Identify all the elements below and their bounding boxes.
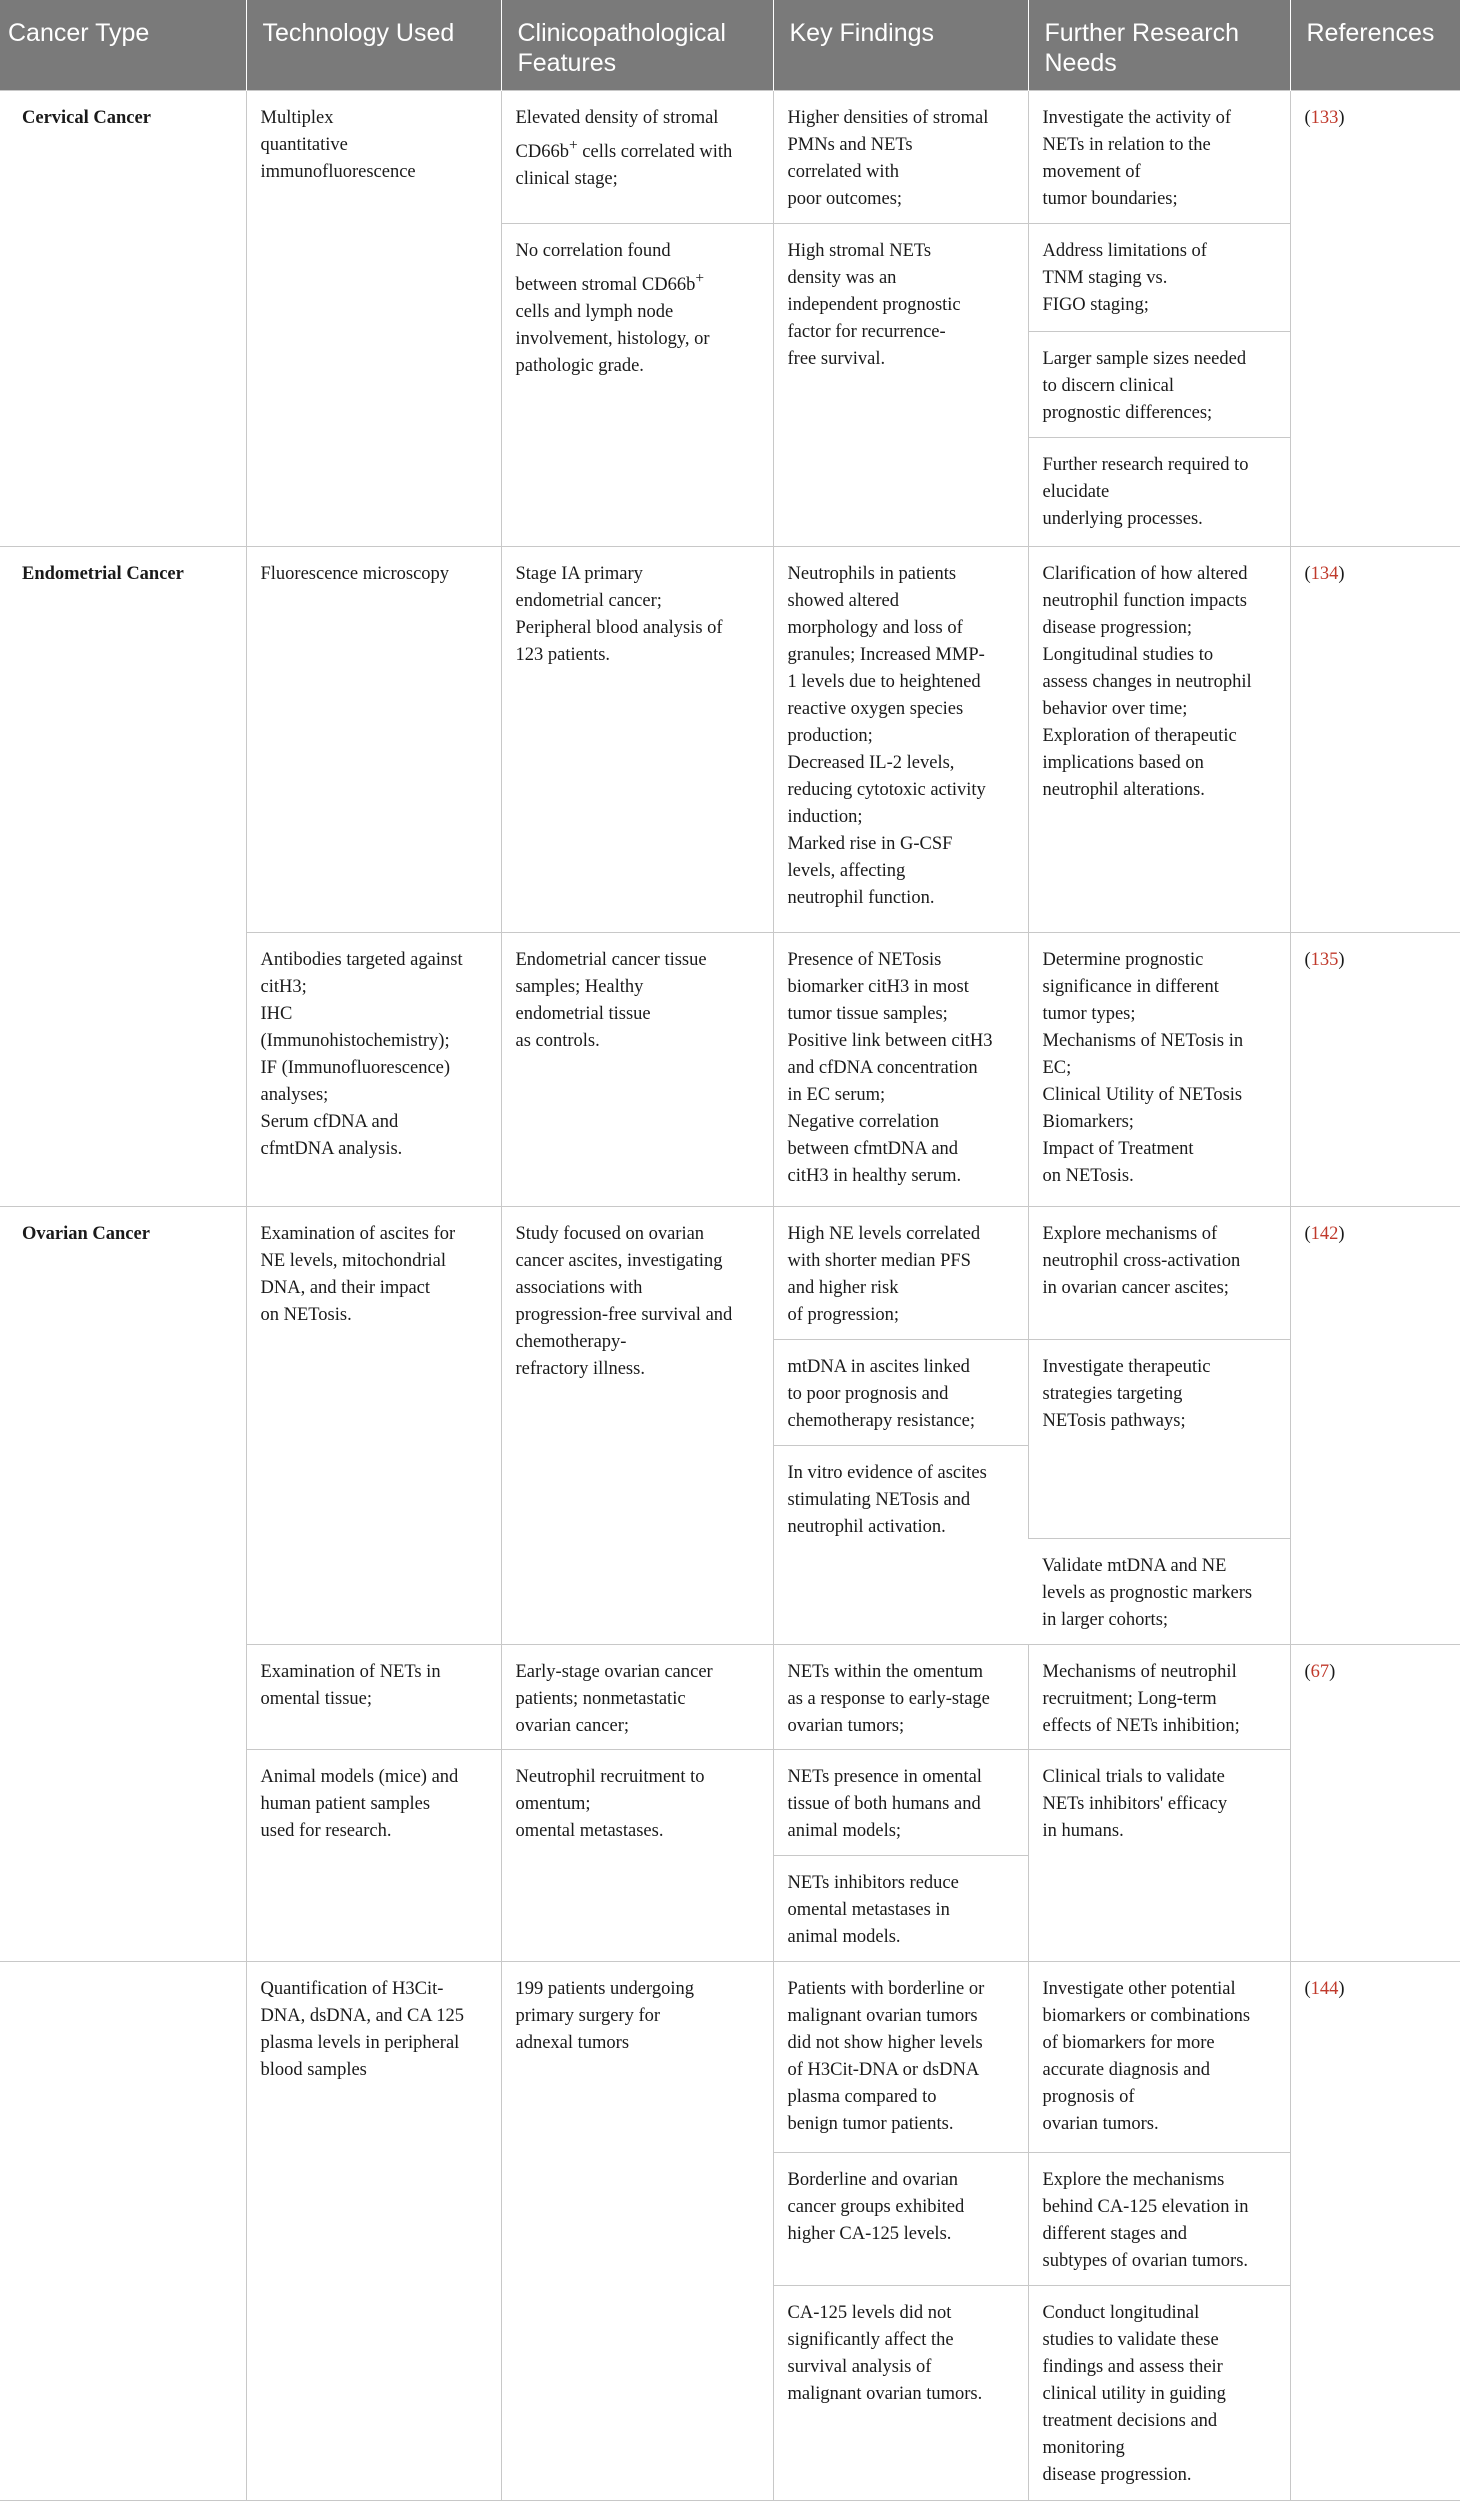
table-row xyxy=(0,1206,1460,1339)
text-line: disease progression; xyxy=(1042,617,1193,638)
text-line: TNM staging vs. xyxy=(1042,267,1168,288)
table-row xyxy=(0,90,1460,223)
text-line: levels as prognostic markers xyxy=(1042,1583,1253,1603)
findings-cell xyxy=(773,546,1028,932)
text-line: survival analysis of xyxy=(787,2356,932,2377)
text-line: In vitro evidence of ascites xyxy=(787,1462,987,1483)
text-line: biomarkers or combinations xyxy=(1042,2005,1251,2026)
findings-cell xyxy=(773,1206,1028,1339)
text-line: assess changes in neutrophil xyxy=(1042,671,1252,692)
text-line: NETs presence in omental xyxy=(787,1767,982,1788)
text-line: EC; xyxy=(1042,1057,1072,1078)
text-line: to poor prognosis and xyxy=(787,1383,949,1404)
text-line: movement of xyxy=(1042,161,1141,182)
text-line: tissue of both humans and xyxy=(787,1794,981,1815)
features-cell xyxy=(501,1961,773,2500)
features-cell xyxy=(501,223,773,546)
text-line: plasma levels in peripheral xyxy=(260,2032,460,2053)
research-needs-cell xyxy=(1028,1206,1290,1339)
text-line: granules; Increased MMP- xyxy=(787,644,985,665)
text-line: malignant ovarian tumors. xyxy=(787,2383,983,2404)
text-line: induction; xyxy=(787,806,863,827)
text-line: poor outcomes; xyxy=(787,188,903,209)
text-line: prognosis of xyxy=(1042,2086,1135,2107)
text-line: adnexal tumors xyxy=(515,2032,630,2053)
reference-link[interactable]: 135 xyxy=(1310,949,1339,970)
text-line: 1 levels due to heightened xyxy=(787,671,981,692)
text-line: immunofluorescence xyxy=(260,161,416,182)
technology-cell xyxy=(246,1750,501,1961)
technology-cell xyxy=(246,546,501,932)
text-line: Borderline and ovarian xyxy=(787,2169,959,2190)
text-line: primary surgery for xyxy=(515,2005,661,2026)
text-line: prognostic differences; xyxy=(1042,403,1213,424)
text-line: Elevated density of stromal xyxy=(515,107,719,128)
text-line: different stages and xyxy=(1042,2223,1188,2244)
text-line: treatment decisions and xyxy=(1042,2410,1218,2431)
text-line: accurate diagnosis and xyxy=(1042,2059,1210,2080)
header-technology-used: Technology Used xyxy=(246,0,501,90)
text-line: Positive link between citH3 xyxy=(787,1030,993,1051)
reference-link[interactable]: 134 xyxy=(1310,563,1339,584)
text-line: stimulating NETosis and xyxy=(787,1489,971,1510)
findings-cell xyxy=(773,90,1028,223)
text-line: Serum cfDNA and xyxy=(260,1111,399,1132)
header-clinicopathological-features: Clinicopathological Features xyxy=(501,0,773,90)
text-line: Larger sample sizes needed xyxy=(1042,349,1247,370)
text-line: findings and assess their xyxy=(1042,2356,1223,2377)
reference-link[interactable]: 133 xyxy=(1310,107,1339,128)
text-line: Impact of Treatment xyxy=(1042,1138,1194,1159)
text-line: DNA, and their impact xyxy=(260,1277,431,1298)
text-line: Higher densities of stromal xyxy=(787,107,989,128)
reference-cell: (134) xyxy=(1290,546,1460,932)
research-needs-cell xyxy=(1028,90,1290,223)
reference-cell: (133) xyxy=(1290,90,1460,546)
text-line: 123 patients. xyxy=(515,644,611,665)
research-needs-cell xyxy=(1028,1539,1290,1645)
text-line: Biomarkers; xyxy=(1042,1111,1134,1132)
text-line: Quantification of H3Cit- xyxy=(260,1978,444,1999)
research-needs-cell xyxy=(1028,1750,1290,1961)
text-line: behind CA-125 elevation in xyxy=(1042,2196,1249,2217)
text-line: Fluorescence microscopy xyxy=(260,563,450,584)
text-line: density was an xyxy=(787,267,897,288)
text-line: endometrial cancer; xyxy=(515,590,662,611)
text-line: Study focused on ovarian xyxy=(515,1223,705,1244)
findings-cell xyxy=(773,223,1028,546)
text-line: quantitative xyxy=(260,134,348,155)
text-line: with shorter median PFS xyxy=(787,1250,971,1271)
text-line: Stage IA primary xyxy=(515,563,643,584)
findings-cell xyxy=(773,1961,1028,2152)
text-line: tumor boundaries; xyxy=(1042,188,1178,209)
text-line: as controls. xyxy=(515,1030,600,1051)
findings-cell xyxy=(773,932,1028,1206)
text-line: omental metastases in xyxy=(787,1899,950,1920)
text-line: cancer ascites, investigating xyxy=(515,1250,723,1271)
text-line: factor for recurrence- xyxy=(787,321,946,342)
text-line: tumor tissue samples; xyxy=(787,1003,948,1024)
text-line: of biomarkers for more xyxy=(1042,2032,1215,2053)
technology-cell xyxy=(246,1961,501,2500)
text-line: Mechanisms of NETosis in xyxy=(1042,1030,1244,1051)
text-line: benign tumor patients. xyxy=(787,2113,954,2134)
text-line: progression-free survival and xyxy=(515,1304,733,1325)
text-line: Validate mtDNA and NE xyxy=(1042,1556,1227,1576)
text-line: Clinical trials to validate xyxy=(1042,1767,1225,1788)
findings-cell xyxy=(773,2285,1028,2500)
text-line: correlated with xyxy=(787,161,899,182)
text-line: as a response to early-stage xyxy=(787,1688,990,1709)
text-line: citH3 in healthy serum. xyxy=(787,1165,962,1186)
text-line: Examination of ascites for xyxy=(260,1223,456,1244)
text-line: effects of NETs inhibition; xyxy=(1042,1715,1240,1736)
text-line: Further research required to xyxy=(1042,454,1249,475)
text-line: PMNs and NETs xyxy=(787,134,913,155)
findings-cell xyxy=(773,1445,1028,1644)
text-line: elucidate xyxy=(1042,481,1110,502)
findings-cell xyxy=(773,1750,1028,1856)
table-row xyxy=(0,1961,1460,2152)
text-line: production; xyxy=(787,725,873,746)
text-line: Clinical Utility of NETosis xyxy=(1042,1084,1243,1105)
technology-cell xyxy=(246,932,501,1206)
text-line: CD66b+ cells correlated with xyxy=(515,136,733,162)
text-line: NETosis pathways; xyxy=(1042,1410,1186,1431)
text-line: Early-stage ovarian cancer xyxy=(515,1661,713,1682)
text-line: used for research. xyxy=(260,1821,392,1842)
text-line: on NETosis. xyxy=(260,1304,352,1325)
text-line: associations with xyxy=(515,1277,643,1298)
text-line: Mechanisms of neutrophil xyxy=(1042,1661,1237,1682)
text-line: Negative correlation xyxy=(787,1111,940,1132)
reference-link[interactable]: 142 xyxy=(1310,1223,1339,1244)
text-line: Peripheral blood analysis of xyxy=(515,617,723,638)
technology-cell xyxy=(246,90,501,546)
text-line: neutrophil alterations. xyxy=(1042,779,1205,800)
text-line: involvement, histology, or xyxy=(515,328,710,349)
text-line: neutrophil activation. xyxy=(787,1516,946,1537)
text-line: and cfDNA concentration xyxy=(787,1057,978,1078)
text-line: Explore the mechanisms xyxy=(1042,2169,1225,2190)
text-line: strategies targeting xyxy=(1042,1383,1183,1404)
features-cell xyxy=(501,1750,773,1961)
text-line: No correlation found xyxy=(515,240,671,261)
text-line: NE levels, mitochondrial xyxy=(260,1250,446,1271)
findings-cell xyxy=(773,1855,1028,1961)
text-line: did not show higher levels xyxy=(787,2032,983,2053)
text-line: Investigate the activity of xyxy=(1042,107,1232,128)
text-line: NETs inhibitors reduce xyxy=(787,1872,959,1893)
text-line: NETs inhibitors' efficacy xyxy=(1042,1794,1228,1815)
text-line: endometrial tissue xyxy=(515,1003,651,1024)
text-line: significantly affect the xyxy=(787,2329,954,2350)
text-line: High NE levels correlated xyxy=(787,1223,981,1244)
text-line: in ovarian cancer ascites; xyxy=(1042,1277,1229,1298)
text-line: High stromal NETs xyxy=(787,240,932,261)
text-line: recruitment; Long-term xyxy=(1042,1688,1217,1709)
text-line: NETs in relation to the xyxy=(1042,134,1211,155)
text-line: Explore mechanisms of xyxy=(1042,1223,1218,1244)
text-line: monitoring xyxy=(1042,2437,1125,2458)
text-line: Neutrophils in patients xyxy=(787,563,957,584)
text-line: FIGO staging; xyxy=(1042,294,1149,315)
header-cancer-type: Cancer Type xyxy=(0,0,246,90)
research-needs-cell xyxy=(1028,546,1290,932)
text-line: Neutrophil recruitment to xyxy=(515,1767,705,1788)
cancer-type-cell: Cervical Cancer xyxy=(0,90,246,546)
text-line: patients; nonmetastatic xyxy=(515,1688,686,1709)
text-line: ovarian tumors; xyxy=(787,1715,905,1736)
text-line: Multiplex xyxy=(260,107,334,128)
text-line: biomarker citH3 in most xyxy=(787,976,969,997)
text-line: Conduct longitudinal xyxy=(1042,2302,1200,2323)
research-needs-cell xyxy=(1028,1339,1290,1538)
text-line: neutrophil function. xyxy=(787,887,935,908)
features-cell xyxy=(501,1206,773,1644)
research-needs-cell xyxy=(1028,332,1290,438)
reference-link[interactable]: 67 xyxy=(1310,1661,1330,1682)
text-line: implications based on xyxy=(1042,752,1204,773)
text-line: significance in different xyxy=(1042,976,1219,997)
text-line: Longitudinal studies to xyxy=(1042,644,1214,665)
text-line: Animal models (mice) and xyxy=(260,1767,459,1788)
text-line: omental metastases. xyxy=(515,1821,664,1842)
cancer-type-cell xyxy=(0,1961,246,2500)
cancer-type-cell: Ovarian Cancer xyxy=(0,1206,246,1961)
research-needs-cell xyxy=(1028,437,1290,546)
text-line: in larger cohorts; xyxy=(1042,1610,1169,1630)
text-line: CA-125 levels did not xyxy=(787,2302,952,2323)
text-line: Investigate therapeutic xyxy=(1042,1356,1211,1377)
text-line: in humans. xyxy=(1042,1821,1124,1842)
table-row xyxy=(0,546,1460,932)
text-line: samples; Healthy xyxy=(515,976,644,997)
text-line: behavior over time; xyxy=(1042,698,1188,719)
text-line: ovarian cancer; xyxy=(515,1715,629,1736)
text-line: higher CA-125 levels. xyxy=(787,2223,952,2244)
technology-cell xyxy=(246,1206,501,1644)
text-line: subtypes of ovarian tumors. xyxy=(1042,2250,1249,2271)
text-line: Antibodies targeted against xyxy=(260,949,463,970)
text-line: IF (Immunofluorescence) xyxy=(260,1057,451,1078)
reference-cell: (67) xyxy=(1290,1644,1460,1961)
text-line: omentum; xyxy=(515,1794,591,1815)
text-line: Clarification of how altered xyxy=(1042,563,1248,584)
text-line: animal models; xyxy=(787,1821,902,1842)
research-needs-cell xyxy=(1028,932,1290,1206)
text-line: Patients with borderline or xyxy=(787,1978,985,1999)
text-line: between stromal CD66b+ xyxy=(515,269,705,295)
text-line: disease progression. xyxy=(1042,2464,1192,2485)
research-needs-cell xyxy=(1028,2152,1290,2285)
text-line: neutrophil function impacts xyxy=(1042,590,1247,611)
text-line: of progression; xyxy=(787,1304,899,1325)
text-line: animal models. xyxy=(787,1926,901,1947)
text-line: Decreased IL-2 levels, xyxy=(787,752,955,773)
text-line: Address limitations of xyxy=(1042,240,1207,261)
text-line: Marked rise in G-CSF xyxy=(787,833,953,854)
text-line: reactive oxygen species xyxy=(787,698,964,719)
header-key-findings: Key Findings xyxy=(773,0,1028,90)
cancer-type-cell: Endometrial Cancer xyxy=(0,546,246,1206)
research-needs-cell xyxy=(1028,1644,1290,1750)
text-line: Determine prognostic xyxy=(1042,949,1204,970)
text-line: clinical utility in guiding xyxy=(1042,2383,1226,2404)
text-line: cancer groups exhibited xyxy=(787,2196,965,2217)
text-line: underlying processes. xyxy=(1042,508,1203,529)
text-line: malignant ovarian tumors xyxy=(787,2005,978,2026)
text-line: blood samples xyxy=(260,2059,367,2080)
reference-cell: (144) xyxy=(1290,1961,1460,2500)
research-needs-cell xyxy=(1028,2285,1290,2500)
features-cell xyxy=(501,90,773,223)
text-line: neutrophil cross-activation xyxy=(1042,1250,1241,1271)
text-line: pathologic grade. xyxy=(515,355,644,376)
text-line: omental tissue; xyxy=(260,1688,372,1709)
text-line: clinical stage; xyxy=(515,168,618,189)
features-cell xyxy=(501,932,773,1206)
text-line: morphology and loss of xyxy=(787,617,963,638)
text-line: free survival. xyxy=(787,348,886,369)
text-line: DNA, dsDNA, and CA 125 xyxy=(260,2005,464,2026)
research-needs-cell xyxy=(1028,223,1290,332)
text-line: mtDNA in ascites linked xyxy=(787,1356,970,1377)
text-line: levels, affecting xyxy=(787,860,906,881)
features-cell xyxy=(501,546,773,932)
text-line: analyses; xyxy=(260,1084,329,1105)
technology-cell xyxy=(246,1644,501,1750)
text-line: cells and lymph node xyxy=(515,301,674,322)
text-line: chemotherapy- xyxy=(515,1331,627,1352)
reference-cell: (142) xyxy=(1290,1206,1460,1644)
text-line: NETs within the omentum xyxy=(787,1661,984,1682)
text-line: citH3; xyxy=(260,976,307,997)
header-references: References xyxy=(1290,0,1460,90)
text-line: of H3Cit-DNA or dsDNA xyxy=(787,2059,980,2080)
text-line: (Immunohistochemistry); xyxy=(260,1030,450,1051)
text-line: and higher risk xyxy=(787,1277,899,1298)
text-line: on NETosis. xyxy=(1042,1165,1134,1186)
text-line: showed altered xyxy=(787,590,899,611)
reference-link[interactable]: 144 xyxy=(1310,1978,1339,1999)
text-line: independent prognostic xyxy=(787,294,961,315)
text-line: in EC serum; xyxy=(787,1084,886,1105)
text-line: tumor types; xyxy=(1042,1003,1136,1024)
text-line: ovarian tumors. xyxy=(1042,2113,1159,2134)
text-line: Investigate other potential xyxy=(1042,1978,1236,1999)
text-line: 199 patients undergoing xyxy=(515,1978,694,1999)
text-line: IHC xyxy=(260,1003,293,1024)
findings-cell xyxy=(773,2152,1028,2285)
findings-cell xyxy=(773,1644,1028,1750)
reference-cell: (135) xyxy=(1290,932,1460,1206)
features-cell xyxy=(501,1644,773,1750)
text-line: human patient samples xyxy=(260,1794,431,1815)
table-header xyxy=(0,0,1460,90)
text-line: Endometrial cancer tissue xyxy=(515,949,707,970)
text-line: reducing cytotoxic activity xyxy=(787,779,986,800)
text-line: Presence of NETosis xyxy=(787,949,942,970)
findings-cell xyxy=(773,1339,1028,1445)
text-line: between cfmtDNA and xyxy=(787,1138,959,1159)
text-line: plasma compared to xyxy=(787,2086,937,2107)
text-line: Examination of NETs in xyxy=(260,1661,441,1682)
text-line: studies to validate these xyxy=(1042,2329,1219,2350)
text-line: to discern clinical xyxy=(1042,376,1175,397)
text-line: cfmtDNA analysis. xyxy=(260,1138,403,1159)
text-line: chemotherapy resistance; xyxy=(787,1410,975,1431)
research-needs-cell xyxy=(1028,1961,1290,2152)
header-further-research-needs: Further Research Needs xyxy=(1028,0,1290,90)
text-line: Exploration of therapeutic xyxy=(1042,725,1237,746)
text-line: refractory illness. xyxy=(515,1358,645,1379)
